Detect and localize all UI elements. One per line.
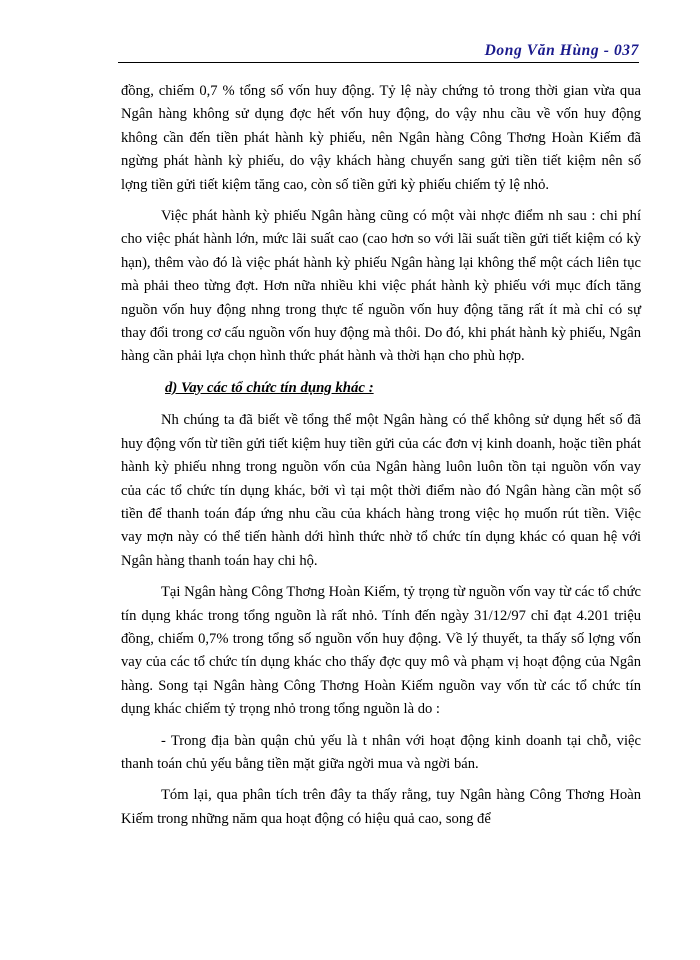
paragraph-3: Nh chúng ta đã biết về tổng thể một Ngân hàng có thể không sử dụng hết số đã huy động vốn từ tiền gửi tiết kiệm huy tiền gửi của các đơn vị kinh doanh, hoặc tiền phát hành kỳ phiếu nhng trong nguồn vốn của Ngân hàng luôn luôn tồn tại nguồn vốn vay của các tổ chức tín dụng khác, bởi vì tại một thời điểm nào đó Ngân hàng cần một số tiền để thanh toán đáp ứng nhu cầu của khách hàng trong việc họ muốn rút tiền. Việc vay mợn này có thể tiến hành dới hình thức nhờ tổ chức tín dụng khác có quan hệ với Ngân hàng thanh toán hay chi hộ. — [121, 412, 641, 569]
section-heading-d: d) Vay các tổ chức tín dụng khác : — [165, 379, 374, 396]
paragraph-2: Việc phát hành kỳ phiếu Ngân hàng cũng có một vài nhợc điểm nh sau : chi phí cho việc phát hành lớn, mức lãi suất cao (cao hơn so với lãi suất tiền gửi tiết kiệm có kỳ hạn), thêm vào đó là việc phát hành kỳ phiếu Ngân hàng lại không thể một cách liên tục mà phải theo từng đợt. Hơn nữa nhiều khi việc phát hành kỳ phiếu với mục đích tăng nguồn vốn huy động nhng trong thực tế nguồn vốn huy động tăng rất ít mà chỉ có sự thay đổi trong cơ cấu nguồn vốn huy động mà thôi. Do đó, khi phát hành kỳ phiếu, Ngân hàng cần phải lựa chọn hình thức phát hành và thời hạn cho phù hợp. — [121, 208, 641, 365]
paragraph-5: - Trong địa bàn quận chủ yếu là t nhân với hoạt động kinh doanh tại chỗ, việc thanh toán chủ yếu bằng tiền mặt giữa ngời mua và ngời bán. — [121, 732, 641, 772]
paragraph-1: đồng, chiếm 0,7 % tổng số vốn huy động. Tỷ lệ này chứng tỏ trong thời gian vừa qua Ngân hàng không sử dụng đợc hết vốn huy động, do vậy nhu cầu về vốn huy động không cần đến tiền phát hành kỳ phiếu, nên Ngân hàng Công Thơng Hoàn Kiếm đã ngừng phát hành kỳ phiếu, do vậy khách hàng chuyển sang gửi tiền tiết kiệm nên số lợng tiền gửi tiết kiệm tăng cao, còn số tiền gửi kỳ phiếu chiếm tỷ lệ nhỏ. — [121, 83, 641, 193]
paragraph-6: Tóm lại, qua phân tích trên đây ta thấy rằng, tuy Ngân hàng Công Thơng Hoàn Kiếm trong những năm qua hoạt động có hiệu quả cao, song để — [121, 787, 641, 827]
page-header — [118, 40, 639, 63]
document-body — [121, 80, 641, 839]
header-author-page: Dong Văn Hùng - 037 — [484, 42, 639, 59]
paragraph-4: Tại Ngân hàng Công Thơng Hoàn Kiếm, tỷ trọng từ nguồn vốn vay từ các tổ chức tín dụng khác trong tổng nguồn là rất nhỏ. Tính đến ngày 31/12/97 chỉ đạt 4.201 triệu đồng, chiếm 0,7% trong tổng số nguồn vốn huy động. Về lý thuyết, ta thấy số lợng vốn vay của các tổ chức tín dụng khác cho thấy đợc quy mô và phạm vị hoạt động của Ngân hàng. Song tại Ngân hàng Công Thơng Hoàn Kiếm nguồn vay vốn từ các tổ chức tín dụng khác chiếm tỷ trọng nhỏ trong tổng nguồn là do : — [121, 584, 641, 718]
